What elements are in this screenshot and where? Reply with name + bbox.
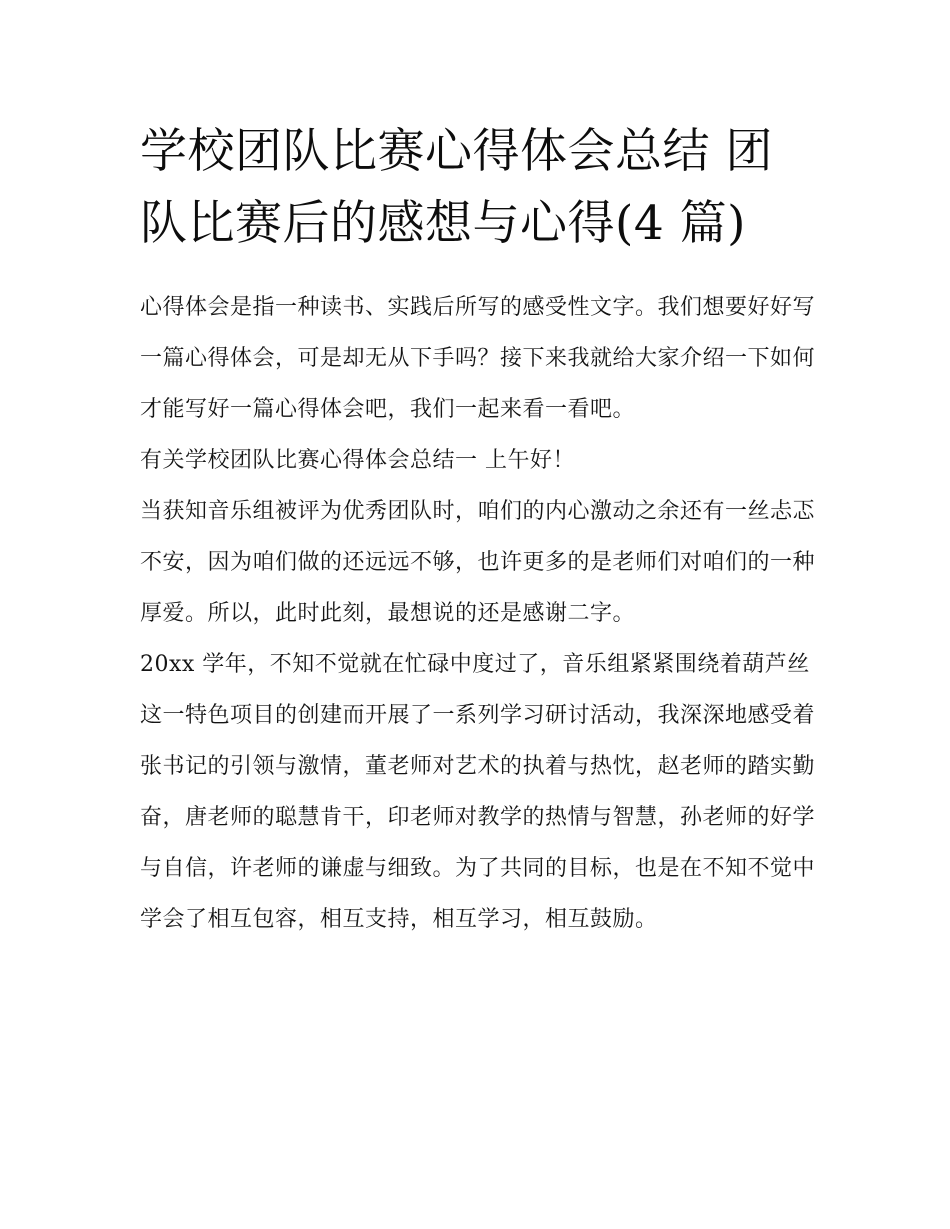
document-page — [140, 116, 815, 945]
intro-paragraph: 心得体会是指一种读书、实践后所写的感受性文字。我们想要好好写一篇心得体会，可是却无从下手吗？接下来我就给大家介绍一下如何才能写好一篇心得体会吧，我们一起来看一看吧。 — [140, 295, 816, 422]
body-paragraph-1: 当获知音乐组被评为优秀团队时，咱们的内心激动之余还有一丝忐忑不安，因为咱们做的还远远不够，也许更多的是老师们对咱们的一种厚爱。所以，此时此刻，最想说的还是感谢二字。 — [140, 499, 816, 626]
title-line-2: 队比赛后的感想与心得(4 篇) — [140, 196, 747, 251]
document-body — [140, 282, 815, 945]
title-line-1: 学校团队比赛心得体会总结 团 — [140, 124, 773, 179]
section-heading-paragraph: 有关学校团队比赛心得体会总结一 上午好！ — [140, 448, 575, 473]
document-title — [140, 116, 815, 260]
body-paragraph-2: 20xx 学年，不知不觉就在忙碌中度过了，音乐组紧紧围绕着葫芦丝这一特色项目的创建而开展了一系列学习研讨活动，我深深地感受着张书记的引领与激情，董老师对艺术的执着与热忱，赵老师的踏实勤奋，唐老师的聪慧肯干，印老师对教学的热情与智慧，孙老师的好学与自信，许老师的谦虚与细致。为了共同的目标，也是在不知不觉中学会了相互包容，相互支持，相互学习，相互鼓励。 — [140, 652, 816, 932]
